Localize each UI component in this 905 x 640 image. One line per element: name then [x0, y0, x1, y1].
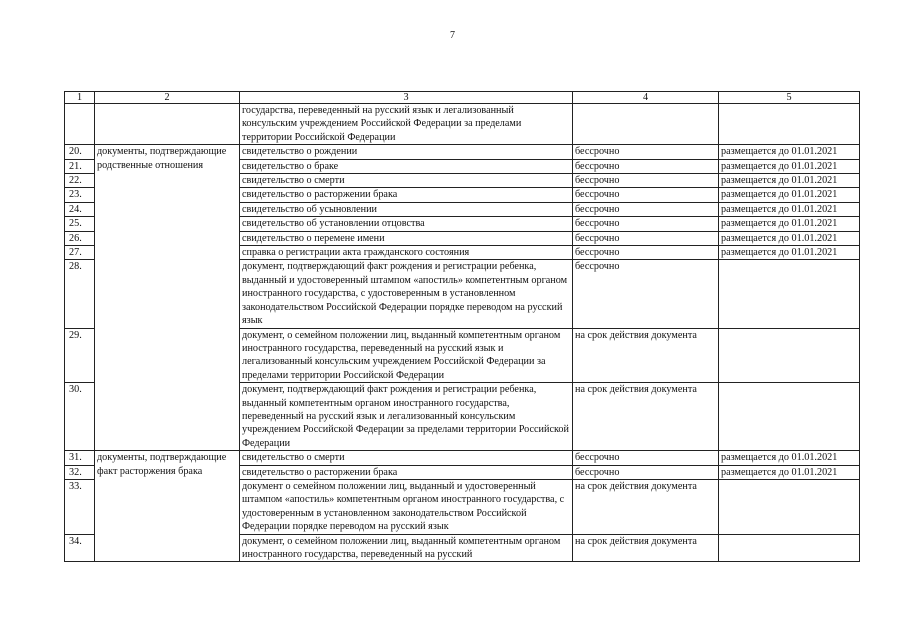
- term-cell: бессрочно: [573, 174, 719, 188]
- document-cell: документ, о семейном положении лиц, выданный компетентным органом иностранного государства, переведенный на русский: [240, 534, 573, 562]
- term-cell: бессрочно: [573, 231, 719, 245]
- document-cell: документ, о семейном положении лиц, выданный компетентным органом иностранного государства, переведенный на русский язык и легализованный консульским учреждением Российской Федерации за пределами территории Российской Федерации: [240, 328, 573, 383]
- term-cell: на срок действия документа: [573, 479, 719, 534]
- row-number: 23.: [65, 188, 95, 202]
- row-number: 21.: [65, 159, 95, 173]
- row-number: 28.: [65, 260, 95, 328]
- term-cell: бессрочно: [573, 188, 719, 202]
- header-cell: 3: [240, 92, 573, 104]
- note-cell: [719, 534, 860, 562]
- note-cell: [719, 104, 860, 145]
- document-cell: свидетельство о браке: [240, 159, 573, 173]
- term-cell: на срок действия документа: [573, 328, 719, 383]
- note-cell: [719, 328, 860, 383]
- document-cell: документ о семейном положении лиц, выданный и удостоверенный штампом «апостиль» компетентным органом иностранного государства, с удостоверенным в установленном законодательством Российской Федерации порядке переводом на русский язык: [240, 479, 573, 534]
- row-number: 22.: [65, 174, 95, 188]
- note-cell: [719, 383, 860, 451]
- term-cell: бессрочно: [573, 217, 719, 231]
- document-cell: государства, переведенный на русский язык и легализованный консульским учреждением Российской Федерации за пределами территории Российской Федерации: [240, 104, 573, 145]
- document-cell: свидетельство об установлении отцовства: [240, 217, 573, 231]
- header-cell: 2: [95, 92, 240, 104]
- document-cell: свидетельство о расторжении брака: [240, 188, 573, 202]
- group-cell-kinship: документы, подтверждающие родственные отношения: [95, 145, 240, 451]
- group-cell-divorce: документы, подтверждающие факт расторжения брака: [95, 451, 240, 562]
- note-cell: размещается до 01.01.2021: [719, 159, 860, 173]
- note-cell: размещается до 01.01.2021: [719, 202, 860, 216]
- document-cell: свидетельство о смерти: [240, 451, 573, 465]
- page-number: 7: [450, 30, 455, 41]
- document-cell: справка о регистрации акта гражданского состояния: [240, 246, 573, 260]
- note-cell: [719, 260, 860, 328]
- row-number: 24.: [65, 202, 95, 216]
- table-row: [65, 451, 860, 465]
- note-cell: размещается до 01.01.2021: [719, 188, 860, 202]
- document-cell: свидетельство о рождении: [240, 145, 573, 159]
- note-cell: [719, 479, 860, 534]
- note-cell: размещается до 01.01.2021: [719, 451, 860, 465]
- row-number: [65, 104, 95, 145]
- term-cell: бессрочно: [573, 202, 719, 216]
- term-cell: бессрочно: [573, 145, 719, 159]
- term-cell: бессрочно: [573, 246, 719, 260]
- document-cell: свидетельство о перемене имени: [240, 231, 573, 245]
- row-number: 29.: [65, 328, 95, 383]
- row-number: 26.: [65, 231, 95, 245]
- header-cell: 5: [719, 92, 860, 104]
- term-cell: бессрочно: [573, 451, 719, 465]
- term-cell: на срок действия документа: [573, 534, 719, 562]
- document-cell: свидетельство о смерти: [240, 174, 573, 188]
- row-number: 34.: [65, 534, 95, 562]
- document-cell: свидетельство о расторжении брака: [240, 465, 573, 479]
- row-number: 30.: [65, 383, 95, 451]
- group-cell: [95, 104, 240, 145]
- note-cell: размещается до 01.01.2021: [719, 465, 860, 479]
- table-row: [65, 145, 860, 159]
- header-cell: 1: [65, 92, 95, 104]
- row-number: 25.: [65, 217, 95, 231]
- row-number: 31.: [65, 451, 95, 465]
- note-cell: размещается до 01.01.2021: [719, 217, 860, 231]
- header-cell: 4: [573, 92, 719, 104]
- term-cell: бессрочно: [573, 465, 719, 479]
- note-cell: размещается до 01.01.2021: [719, 174, 860, 188]
- documents-table: [64, 91, 860, 562]
- term-cell: на срок действия документа: [573, 383, 719, 451]
- row-number: 20.: [65, 145, 95, 159]
- term-cell: бессрочно: [573, 159, 719, 173]
- document-cell: свидетельство об усыновлении: [240, 202, 573, 216]
- row-number: 32.: [65, 465, 95, 479]
- note-cell: размещается до 01.01.2021: [719, 246, 860, 260]
- note-cell: размещается до 01.01.2021: [719, 145, 860, 159]
- term-cell: бессрочно: [573, 260, 719, 328]
- table-header-row: [65, 92, 860, 104]
- document-cell: документ, подтверждающий факт рождения и регистрации ребенка, выданный компетентным органом иностранного государства, переведенный на русский язык и легализованный консульским учреждением Российской Федерации за пределами территории Российской Федерации: [240, 383, 573, 451]
- document-cell: документ, подтверждающий факт рождения и регистрации ребенка, выданный и удостоверенный штампом «апостиль» компетентным органом иностранного государства, с удостоверенным в установленном законодательством Российской Федерации порядке переводом на русский язык: [240, 260, 573, 328]
- note-cell: размещается до 01.01.2021: [719, 231, 860, 245]
- table-row: [65, 104, 860, 145]
- term-cell: [573, 104, 719, 145]
- row-number: 33.: [65, 479, 95, 534]
- row-number: 27.: [65, 246, 95, 260]
